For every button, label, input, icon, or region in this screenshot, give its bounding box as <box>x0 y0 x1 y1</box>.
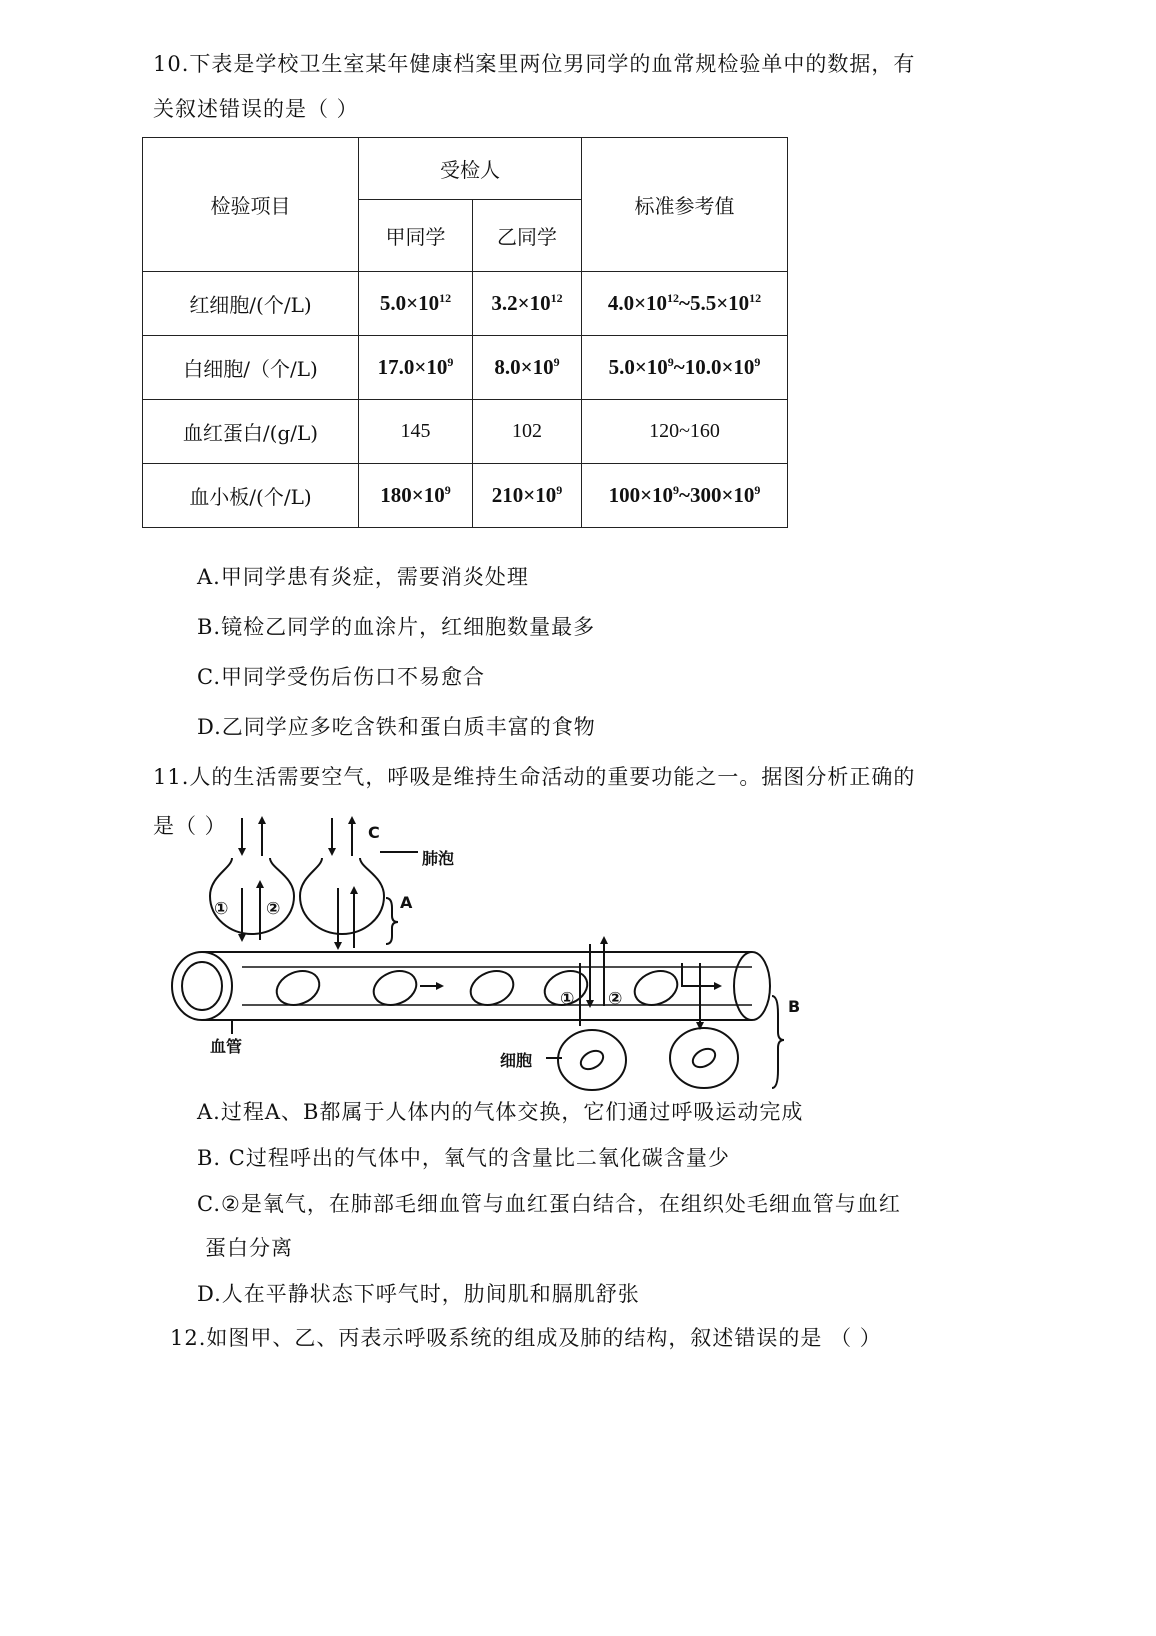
cell-a: 145 <box>359 400 473 464</box>
header-subject: 受检人 <box>359 138 582 200</box>
tissue-cell <box>670 1028 738 1088</box>
cell-a: $5.0\times 10^{12}$ <box>359 272 473 336</box>
label-a: A <box>400 893 413 912</box>
table-row <box>143 336 788 400</box>
alveolus <box>210 858 294 934</box>
header-student-b: 乙同学 <box>473 200 582 272</box>
alveolus <box>300 858 384 934</box>
header-student-a: 甲同学 <box>359 200 473 272</box>
q11-option-c-cont: 蛋白分离 <box>205 1236 293 1260</box>
q10-stem-line2: 关叙述错误的是（ ） <box>153 97 359 121</box>
tissue-cell <box>558 1030 626 1090</box>
label-cell: 细胞 <box>500 1051 533 1070</box>
mark-1-lung: ① <box>214 899 229 919</box>
q11-option-b: B. C过程呼出的气体中，氧气的含量比二氧化碳含量少 <box>197 1146 730 1170</box>
row-label: 红细胞/(个/L) <box>143 272 359 336</box>
cell-b: $3.2\times 10^{12}$ <box>473 272 582 336</box>
q10-stem-line1: 10.下表是学校卫生室某年健康档案里两位男同学的血常规检验单中的数据，有 <box>153 52 916 76</box>
header-reference: 标准参考值 <box>582 138 788 272</box>
cell-b: 102 <box>473 400 582 464</box>
cell-b: $8.0\times 10^9$ <box>473 336 582 400</box>
mark-2-lung: ② <box>266 899 281 919</box>
q11-option-c: C.②是氧气，在肺部毛细血管与血红蛋白结合，在组织处毛细血管与血红 <box>197 1192 901 1216</box>
cell-ref: $5.0\times 10^9\sim 10.0\times 10^9$ <box>582 336 788 400</box>
header-item: 检验项目 <box>143 138 359 272</box>
row-label: 白细胞/（个/L) <box>143 336 359 400</box>
label-b: B <box>788 997 801 1016</box>
blood-vessel <box>202 952 752 1020</box>
red-blood-cell <box>369 965 422 1011</box>
mark-2-tissue: ② <box>608 989 623 1009</box>
row-label: 血小板/(个/L) <box>143 464 359 528</box>
cell-ref: $100\times 10^9\sim 300\times 10^9$ <box>582 464 788 528</box>
q11-option-d: D.人在平静状态下呼气时，肋间肌和膈肌舒张 <box>197 1282 640 1306</box>
label-c: C <box>368 823 380 842</box>
q11-stem-line2: 是（ ） <box>153 814 227 838</box>
cell-b: $210\times 10^9$ <box>473 464 582 528</box>
q10-option-b: B.镜检乙同学的血涂片，红细胞数量最多 <box>197 615 596 639</box>
row-label: 血红蛋白/(g/L) <box>143 400 359 464</box>
red-blood-cell <box>466 965 519 1011</box>
table-row <box>143 464 788 528</box>
label-vessel: 血管 <box>210 1037 243 1056</box>
q10-option-c: C.甲同学受伤后伤口不易愈合 <box>197 665 485 689</box>
q12-stem: 12.如图甲、乙、丙表示呼吸系统的组成及肺的结构，叙述错误的是 （ ） <box>170 1326 882 1350</box>
cell-ref: 120~160 <box>582 400 788 464</box>
table-row <box>143 400 788 464</box>
red-blood-cell <box>272 965 325 1011</box>
q11-option-a: A.过程A、B都属于人体内的气体交换，它们通过呼吸运动完成 <box>197 1100 804 1124</box>
cell-ref: $4.0\times 10^{12}\sim 5.5\times 10^{12}$ <box>582 272 788 336</box>
cell-a: $180\times 10^9$ <box>359 464 473 528</box>
q10-option-a: A.甲同学患有炎症，需要消炎处理 <box>197 565 529 589</box>
mark-1-tissue: ① <box>560 989 575 1009</box>
red-blood-cell <box>630 965 683 1011</box>
cell-a: $17.0\times 10^9$ <box>359 336 473 400</box>
table-row <box>143 272 788 336</box>
q10-option-d: D.乙同学应多吃含铁和蛋白质丰富的食物 <box>197 715 596 739</box>
q11-stem-line1: 11.人的生活需要空气，呼吸是维持生命活动的重要功能之一。据图分析正确的 <box>153 765 916 789</box>
blood-test-table <box>142 137 788 528</box>
respiration-diagram <box>170 823 850 1100</box>
label-alveolus: 肺泡 <box>422 849 455 868</box>
